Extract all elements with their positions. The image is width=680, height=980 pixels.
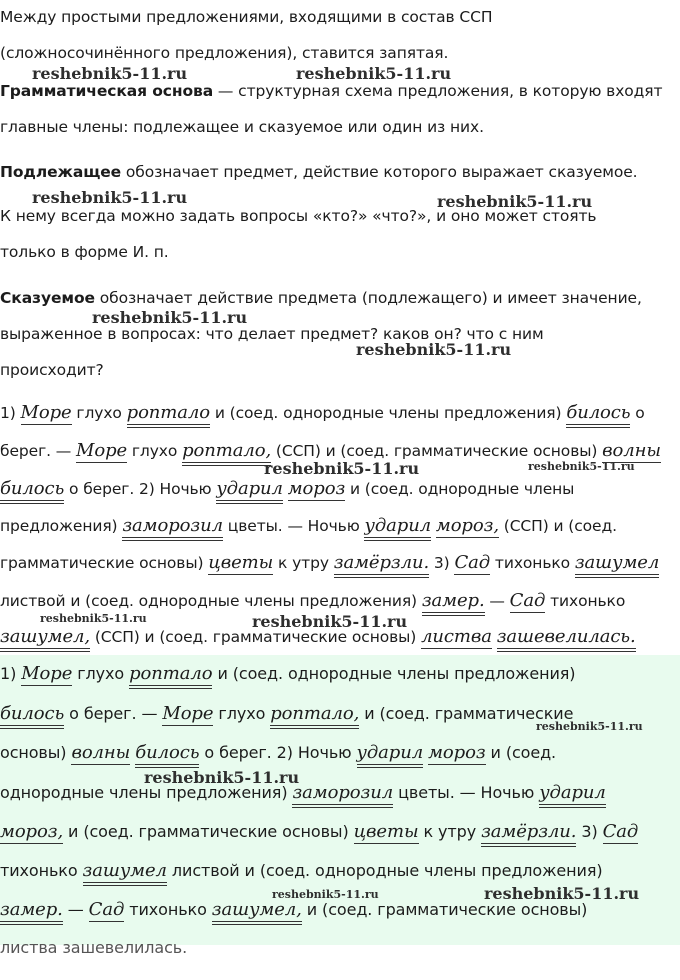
answer-line: однородные члены предложения) заморозил цветы. — Ночью ударил: [0, 782, 606, 803]
predicate-word: замер.: [0, 899, 63, 925]
definition-grammar-basis: Грамматическая основа — структурная схема предложения, в которую входят: [0, 82, 663, 100]
task-line: предложения) заморозил цветы. — Ночью ударил мороз, (ССП) и (соед.: [0, 515, 617, 536]
predicate-word: зашумел: [575, 552, 659, 578]
watermark: reshebnik5-11.ru: [92, 308, 248, 327]
intro-line: главные члены: подлежащее и сказуемое или один из них.: [0, 118, 484, 136]
watermark: reshebnik5-11.ru: [528, 460, 635, 473]
subject-word: цветы: [353, 821, 419, 842]
predicate-word: заморозил: [292, 782, 393, 808]
predicate-word: ударил: [357, 742, 424, 768]
answer-line: мороз, и (соед. грамматические основы) цветы к утру замёрзли. 3) Сад: [0, 821, 638, 842]
predicate-word: замёрзли.: [481, 821, 576, 847]
definition-subject: Подлежащее обозначает предмет, действие которого выражает сказуемое.: [0, 163, 638, 181]
subject-word: Море: [76, 440, 128, 461]
predicate-word: заморозил: [122, 515, 223, 541]
subject-word: Море: [20, 402, 72, 423]
subject-word: Море: [21, 663, 73, 684]
predicate-word: зашумел: [83, 860, 167, 886]
watermark: reshebnik5-11.ru: [264, 459, 420, 478]
subject-word: Сад: [88, 899, 125, 920]
subject-word: мороз,: [435, 515, 499, 536]
answer-line: тихонько зашумел листвой и (соед. однородные члены предложения): [0, 860, 603, 881]
watermark: reshebnik5-11.ru: [437, 192, 593, 211]
task-line: 1) Море глухо роптало и (соед. однородные члены предложения) билось о: [0, 402, 645, 423]
subject-word: Сад: [454, 552, 491, 573]
task-line: билось о берег. 2) Ночью ударил мороз и (соед. однородные члены: [0, 478, 574, 499]
watermark: reshebnik5-11.ru: [144, 768, 300, 787]
subject-word: Море: [162, 703, 214, 724]
predicate-word: зашумел,: [0, 626, 90, 652]
watermark: reshebnik5-11.ru: [484, 884, 640, 903]
watermark: reshebnik5-11.ru: [296, 64, 452, 83]
watermark: reshebnik5-11.ru: [40, 612, 147, 625]
intro-line: выраженное в вопросах: что делает предмет? каков он? что с ним: [0, 325, 544, 343]
predicate-word: билось: [0, 703, 64, 729]
answer-line: основы) волны билось о берег. 2) Ночью ударил мороз и (соед.: [0, 742, 556, 763]
watermark: reshebnik5-11.ru: [32, 188, 188, 207]
predicate-word: замёрзли.: [334, 552, 429, 578]
task-line: грамматические основы) цветы к утру замёрзли. 3) Сад тихонько зашумел: [0, 552, 659, 573]
subject-word: Сад: [602, 821, 639, 842]
definition-predicate: Сказуемое обозначает действие предмета (подлежащего) и имеет значение,: [0, 289, 642, 307]
predicate-word: роптало,: [182, 440, 271, 466]
intro-line: только в форме И. п.: [0, 243, 169, 261]
predicate-word: ударил: [216, 478, 283, 504]
subject-word: листва: [421, 626, 492, 647]
answer-line: билось о берег. — Море глухо роптало, и (соед. грамматические: [0, 703, 573, 724]
subject-word: Сад: [509, 590, 546, 611]
predicate-word: ударил: [364, 515, 431, 541]
subject-word: волны: [602, 440, 661, 461]
predicate-word: зашевелилась.: [497, 626, 636, 652]
answer-line-cut: листва зашевелилась.: [0, 938, 188, 957]
subject-word: волны: [71, 742, 131, 763]
predicate-word: билось: [566, 402, 630, 428]
intro-line: (сложносочинённого предложения), ставится запятая.: [0, 44, 449, 62]
predicate-word: замер.: [422, 590, 485, 616]
predicate-word: зашумел,: [212, 899, 302, 925]
predicate-word: роптало,: [270, 703, 359, 729]
predicate-word: роптало: [129, 663, 212, 689]
watermark: reshebnik5-11.ru: [272, 888, 379, 901]
intro-line: Между простыми предложениями, входящими в состав ССП: [0, 8, 493, 26]
watermark: reshebnik5-11.ru: [32, 64, 188, 83]
subject-word: цветы: [208, 552, 274, 573]
predicate-word: билось: [135, 742, 199, 768]
watermark: reshebnik5-11.ru: [356, 340, 512, 359]
subject-word: мороз: [287, 478, 346, 499]
task-line: берег. — Море глухо роптало, (ССП) и (соед. грамматические основы) волны: [0, 440, 661, 461]
predicate-word: ударил: [539, 782, 606, 808]
subject-word: мороз: [428, 742, 486, 763]
predicate-word: билось: [0, 478, 64, 504]
watermark: reshebnik5-11.ru: [536, 720, 643, 733]
intro-line: происходит?: [0, 361, 104, 379]
subject-word: мороз,: [0, 821, 64, 842]
intro-line: К нему всегда можно задать вопросы «кто?» «что?», и оно может стоять: [0, 207, 597, 225]
task-line: листвой и (соед. однородные члены предложения) замер. — Сад тихонько: [0, 590, 625, 611]
predicate-word: роптало: [127, 402, 210, 428]
task-line: зашумел, (ССП) и (соед. грамматические основы) листва зашевелилась.: [0, 626, 636, 647]
answer-line: замер. — Сад тихонько зашумел, и (соед. грамматические основы): [0, 899, 587, 920]
answer-line: 1) Море глухо роптало и (соед. однородные члены предложения): [0, 663, 575, 684]
watermark: reshebnik5-11.ru: [252, 612, 408, 631]
